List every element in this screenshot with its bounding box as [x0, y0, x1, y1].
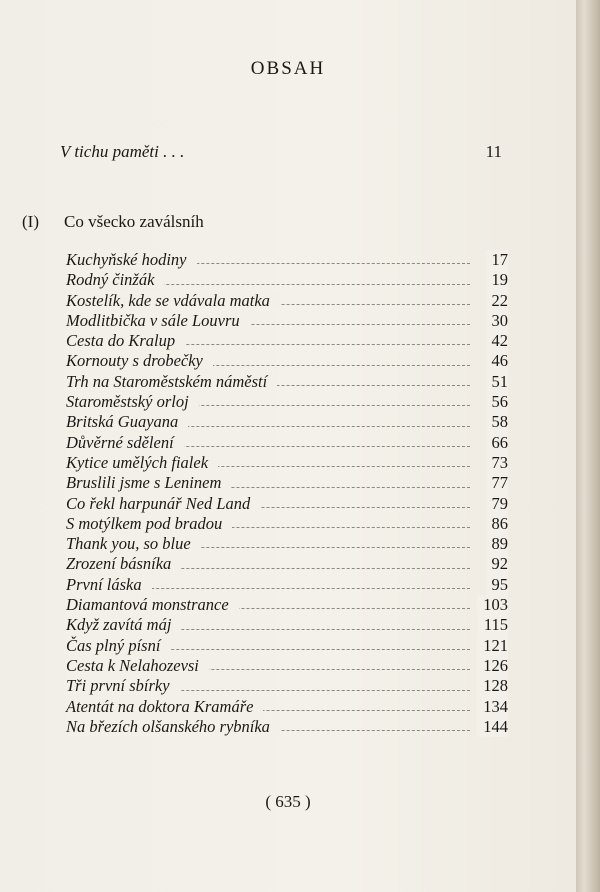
- entry-title: Čas plný písní: [66, 635, 161, 655]
- entry-page: 92: [486, 554, 509, 574]
- toc-prologue: [60, 142, 502, 162]
- entry-page: 128: [477, 676, 508, 696]
- toc-entry: [66, 636, 508, 656]
- page-folio: ( 635 ): [265, 792, 311, 811]
- entry-title: Thank you, so blue: [66, 534, 191, 554]
- toc-entry: [66, 250, 508, 270]
- toc-entry: [66, 433, 508, 453]
- toc-entries: [66, 250, 508, 737]
- section-heading: [22, 212, 522, 232]
- entry-title: Modlitbička v sále Louvru: [66, 310, 240, 330]
- entry-title: Kuchyňské hodiny: [66, 250, 187, 269]
- entry-page: 95: [486, 575, 509, 595]
- entry-page: 115: [478, 615, 508, 635]
- entry-title: Trh na Staroměstském náměstí: [66, 371, 268, 391]
- entry-title: Staroměstský orloj: [66, 392, 189, 412]
- page-heading: OBSAH: [250, 58, 326, 79]
- entry-page: 103: [477, 595, 508, 615]
- entry-title: Důvěrné sdělení: [66, 432, 174, 452]
- toc-entry: [66, 554, 508, 574]
- entry-title: Cesta k Nelahozevsi: [66, 655, 199, 675]
- entry-page: 42: [486, 331, 509, 351]
- entry-title: Když zavítá máj: [66, 615, 172, 635]
- toc-entry: [66, 697, 508, 717]
- entry-title: Kytice umělých fialek: [66, 452, 209, 472]
- entry-page: 86: [486, 514, 509, 534]
- entry-page: 22: [486, 291, 509, 311]
- entry-page: 56: [486, 392, 509, 412]
- prologue-page: 11: [485, 142, 502, 161]
- entry-page: 51: [486, 372, 509, 392]
- toc-entry: [66, 473, 508, 493]
- prologue-title: V tichu paměti . . .: [60, 142, 185, 161]
- toc-entry: [66, 656, 508, 676]
- entry-page: 19: [486, 270, 509, 290]
- toc-entry: [66, 412, 508, 432]
- entry-title: Rodný činžák: [66, 270, 155, 290]
- entry-page: 144: [477, 717, 508, 737]
- entry-title: Britská Guayana: [66, 412, 179, 432]
- entry-title: Zrození básníka: [66, 554, 172, 574]
- entry-title: Diamantová monstrance: [66, 595, 229, 615]
- entry-page: 30: [486, 311, 509, 331]
- toc-entry: [66, 453, 508, 473]
- entry-page: 73: [486, 453, 509, 473]
- toc-entry: [66, 331, 508, 351]
- entry-title: Tři první sbírky: [66, 676, 170, 696]
- toc-entry: [66, 575, 508, 595]
- entry-page: 77: [486, 473, 509, 493]
- entry-title: Co řekl harpunář Ned Land: [66, 493, 251, 513]
- toc-entry: [66, 291, 508, 311]
- entry-title: Na březích olšanského rybníka: [66, 716, 270, 736]
- entry-title: Kostelík, kde se vdávala matka: [66, 290, 270, 310]
- toc-entry: [66, 372, 508, 392]
- toc-entry: [66, 494, 508, 514]
- toc-entry: [66, 615, 508, 635]
- entry-page: 66: [486, 433, 509, 453]
- toc-entry: [66, 534, 508, 554]
- toc-entry: [66, 311, 508, 331]
- entry-title: První láska: [66, 574, 142, 594]
- entry-title: Atentát na doktora Kramáře: [66, 696, 254, 716]
- toc-entry: [66, 514, 508, 534]
- entry-title: S motýlkem pod bradou: [66, 513, 223, 533]
- entry-title: Bruslili jsme s Leninem: [66, 473, 222, 493]
- entry-page: 17: [486, 250, 509, 270]
- entry-page: 79: [486, 494, 509, 514]
- entry-page: 134: [477, 697, 508, 717]
- entry-page: 121: [477, 636, 508, 656]
- entry-title: Cesta do Kralup: [66, 331, 176, 351]
- toc-entry: [66, 595, 508, 615]
- toc-entry: [66, 717, 508, 737]
- entry-page: 89: [486, 534, 509, 554]
- toc-entry: [66, 392, 508, 412]
- toc-entry: [66, 676, 508, 696]
- entry-page: 126: [477, 656, 508, 676]
- toc-entry: [66, 351, 508, 371]
- toc-entry: [66, 270, 508, 290]
- entry-page: 46: [486, 351, 509, 371]
- book-spine-edge: [576, 0, 600, 892]
- section-title: Co všecko zaválsníh: [64, 212, 204, 231]
- entry-title: Kornouty s drobečky: [66, 351, 203, 371]
- entry-page: 58: [486, 412, 509, 432]
- section-number: (I): [22, 212, 39, 231]
